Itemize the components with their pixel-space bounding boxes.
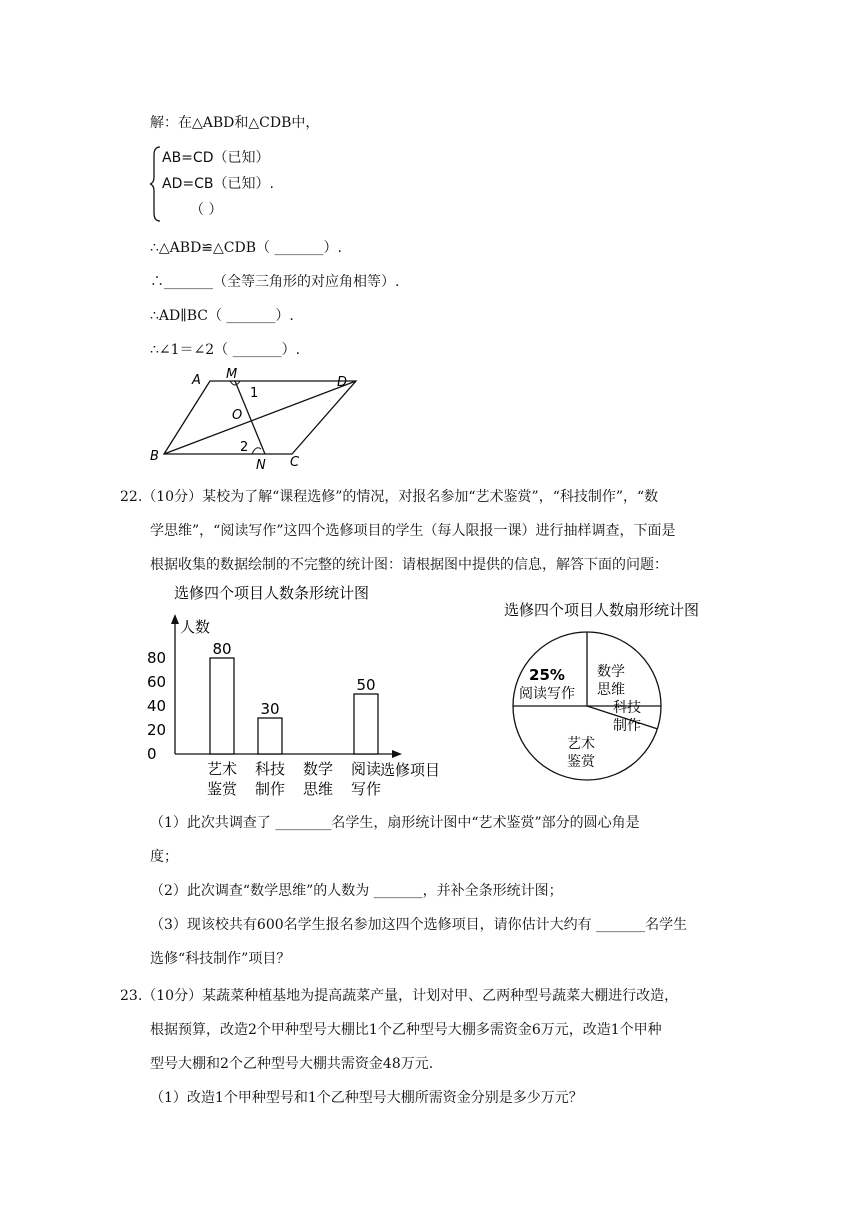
- bar-chart-xlabel: 选修项目: [380, 761, 441, 779]
- pie-slice-label: 艺术: [567, 736, 595, 752]
- label-1: 1: [250, 386, 259, 401]
- bar-data-label: 50: [356, 676, 376, 694]
- bar-chart-title: 选修四个项目人数条形统计图: [174, 584, 370, 602]
- q22-sub-3a: （3）现该校共有600名学生报名参加这四个选修项目，请你估计大约有 _______名学生: [150, 917, 688, 933]
- sys-line-1: AB=CD（已知）: [162, 150, 270, 166]
- label-b: B: [150, 449, 159, 464]
- equation-system: [150, 145, 350, 223]
- x-axis-arrow-icon: [392, 750, 402, 758]
- x-category-label: 科技: [254, 760, 286, 778]
- label-m: M: [226, 367, 238, 382]
- x-category-label: 阅读: [350, 760, 382, 778]
- y-tick-label: 80: [147, 649, 167, 667]
- label-2: 2: [240, 440, 249, 455]
- y-axis-arrow-icon: [171, 614, 179, 624]
- parallelogram-figure: [140, 365, 370, 475]
- q21-step-4: ∴∠1＝∠2（ _______）.: [150, 342, 301, 358]
- x-category-label: 鉴赏: [206, 780, 238, 798]
- pie-slice-label: 思维: [597, 682, 625, 698]
- pie-slice-label: 25%: [529, 666, 565, 684]
- sys-line-2: AD=CB（已知）.: [162, 176, 274, 192]
- q22-sub-1a: （1）此次共调查了 ________名学生，扇形统计图中“艺术鉴赏”部分的圆心角是: [150, 815, 640, 831]
- q22-sub-1b: 度；: [150, 849, 178, 865]
- q21-step-3: ∴AD∥BC（ _______）.: [150, 308, 294, 324]
- pie-chart-title: 选修四个项目人数扇形统计图: [504, 601, 700, 619]
- label-a: A: [192, 373, 201, 388]
- q23-line-3: 型号大棚和2个乙种型号大棚共需资金48万元.: [150, 1056, 434, 1072]
- y-tick-label: 40: [147, 697, 167, 715]
- x-category-label: 思维: [302, 780, 334, 798]
- q23-line-1: 23.（10分）某蔬菜种植基地为提高蔬菜产量，计划对甲、乙两种型号蔬菜大棚进行改造，: [120, 988, 679, 1004]
- q23-sub-1: （1）改造1个甲种型号和1个乙种型号大棚所需资金分别是多少万元？: [150, 1090, 583, 1106]
- q22-line-3: 根据收集的数据绘制的不完整的统计图：请根据图中提供的信息，解答下面的问题：: [150, 557, 668, 573]
- q22-sub-2: （2）此次调查“数学思维”的人数为 _______，并补全条形统计图；: [150, 883, 563, 899]
- bar-data-label: 80: [212, 640, 232, 658]
- x-category-label: 制作: [254, 780, 286, 798]
- bar-chart-ylabel: 人数: [180, 618, 211, 636]
- bar: [258, 718, 282, 754]
- pie-chart: [500, 595, 710, 785]
- pie-slice-label: 鉴赏: [567, 754, 595, 770]
- bar-data-label: 30: [260, 700, 280, 718]
- y-tick-label: 60: [147, 673, 167, 691]
- q22-line-2: 学思维”，“阅读写作”这四个选修项目的学生（每人限报一课）进行抽样调查，下面是: [150, 523, 676, 539]
- bar: [210, 658, 234, 754]
- label-n: N: [256, 458, 266, 473]
- y-tick-label: 20: [147, 721, 167, 739]
- q21-step-1: ∴△ABD≌△CDB（ _______）.: [150, 240, 342, 256]
- x-category-label: 艺术: [206, 760, 238, 778]
- q21-step-2: ∴_______（全等三角形的对应角相等）.: [150, 274, 400, 290]
- angle-2-arc: [252, 448, 261, 454]
- label-o: O: [232, 408, 243, 423]
- x-category-label: 数学: [302, 760, 334, 778]
- q22-sub-3b: 选修“科技制作”项目？: [150, 951, 291, 967]
- pie-slice-label: 数学: [597, 664, 625, 680]
- q22-line-1: 22.（10分）某校为了解“课程选修”的情况，对报名参加“艺术鉴赏”，“科技制作”，“数: [120, 489, 659, 505]
- y-tick-label: 0: [147, 745, 157, 763]
- pie-slice-label: 科技: [613, 700, 641, 716]
- q21-intro: 解：在△ABD和△CDB中，: [150, 115, 320, 131]
- x-category-label: 写作: [350, 780, 382, 798]
- pie-slice-label: 制作: [613, 718, 641, 734]
- q23-line-2: 根据预算，改造2个甲种型号大棚比1个乙种型号大棚多需资金6万元，改造1个甲种: [150, 1022, 662, 1038]
- label-c: C: [290, 455, 300, 470]
- label-d: D: [337, 375, 348, 390]
- bar-chart: [140, 578, 460, 800]
- bar: [354, 694, 378, 754]
- sys-line-3: （ ）: [190, 202, 223, 218]
- pie-slice-label: 阅读写作: [519, 686, 575, 702]
